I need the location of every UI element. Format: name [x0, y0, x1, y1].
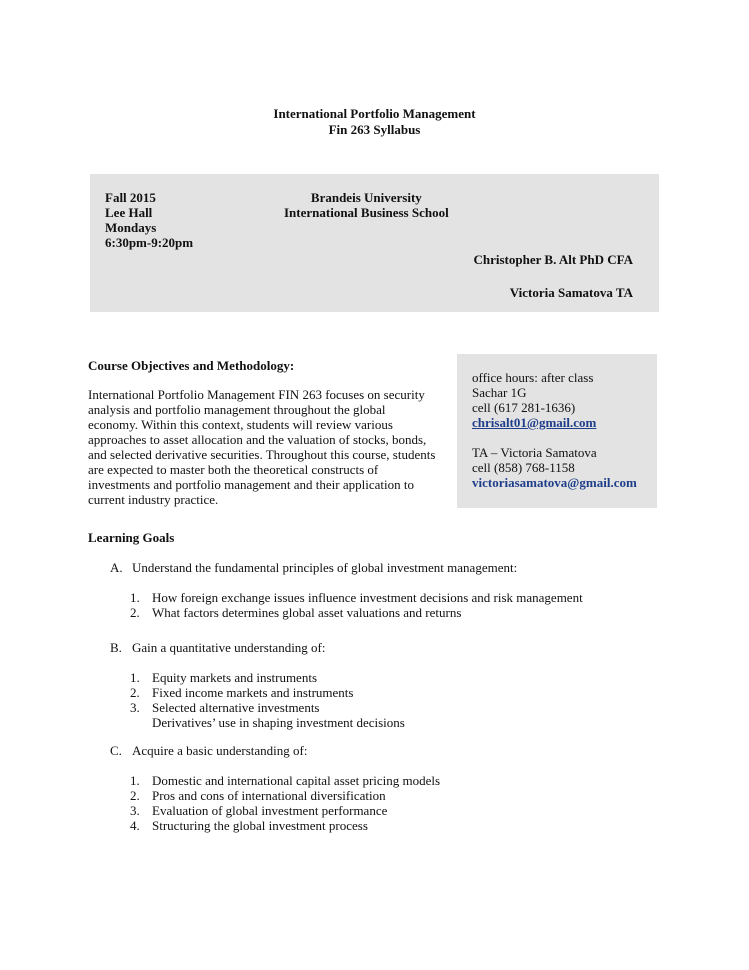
course-info-box	[90, 174, 659, 312]
goal-list	[110, 773, 440, 833]
list-item: 1. Equity markets and instruments	[130, 670, 318, 685]
course-subtitle: Fin 263 Syllabus	[328, 122, 421, 137]
list-item: 4. Structuring the global investment process	[130, 818, 368, 833]
term: Fall 2015	[105, 190, 156, 205]
section-heading: Gain a quantitative understanding of:	[132, 640, 326, 655]
section-letter: C.	[110, 743, 122, 758]
goal-section-b	[110, 640, 405, 730]
objectives-body: International Portfolio Management FIN 263 focuses on security analysis and portfolio management throughout the global economy. Within this context, students will review various approaches to asset allocation and the valuation of stocks, bonds, and selected derivative securities. Throughout this course, students are expected to master both the theoretical constructs of investments and portfolio management and their application to current industry practice.	[88, 387, 436, 507]
list-item: 1. How foreign exchange issues influence investment decisions and risk management	[130, 590, 583, 605]
location: Lee Hall	[105, 205, 153, 220]
professor-cell: cell (617 281-1636)	[472, 400, 576, 415]
list-item: Derivatives’ use in shaping investment decisions	[152, 715, 405, 730]
contact-box	[457, 354, 657, 508]
section-heading: Acquire a basic understanding of:	[132, 743, 308, 758]
list-item: 2. What factors determines global asset valuations and returns	[130, 605, 462, 620]
institution-block	[284, 190, 449, 220]
section-heading: Understand the fundamental principles of global investment management:	[132, 560, 518, 575]
schedule-block	[105, 190, 193, 250]
list-item: 3. Selected alternative investments	[130, 700, 320, 715]
office-location: Sachar 1G	[472, 385, 527, 400]
day: Mondays	[105, 220, 157, 235]
university: Brandeis University	[310, 190, 422, 205]
school: International Business School	[284, 205, 449, 220]
time: 6:30pm-9:20pm	[105, 235, 194, 250]
goal-section-a	[110, 560, 583, 620]
learning-goals-title: Learning Goals	[88, 530, 175, 545]
list-item: 1. Domestic and international capital asset pricing models	[130, 773, 441, 788]
ta-name: Victoria Samatova TA	[509, 285, 633, 300]
list-item: 2. Fixed income markets and instruments	[130, 685, 354, 700]
section-letter: A.	[110, 560, 123, 575]
document-title	[0, 106, 749, 138]
goal-list	[110, 670, 405, 730]
course-title: International Portfolio Management	[273, 106, 476, 121]
list-item: 2. Pros and cons of international diversification	[130, 788, 386, 803]
ta-cell: cell (858) 768-1158	[472, 460, 575, 475]
professor-name: Christopher B. Alt PhD CFA	[473, 252, 633, 267]
objectives-heading: Course Objectives and Methodology:	[88, 358, 295, 373]
section-letter: B.	[110, 640, 122, 655]
course-objectives	[88, 358, 438, 507]
goal-list	[110, 590, 583, 620]
list-item: 3. Evaluation of global investment performance	[130, 803, 388, 818]
professor-email-link[interactable]: chrisalt01@gmail.com	[472, 415, 597, 430]
office-hours: office hours: after class	[472, 370, 594, 385]
ta-email-link[interactable]: victoriasamatova@gmail.com	[472, 475, 637, 490]
ta-contact-name: TA – Victoria Samatova	[472, 445, 597, 460]
goal-section-c	[110, 743, 440, 833]
